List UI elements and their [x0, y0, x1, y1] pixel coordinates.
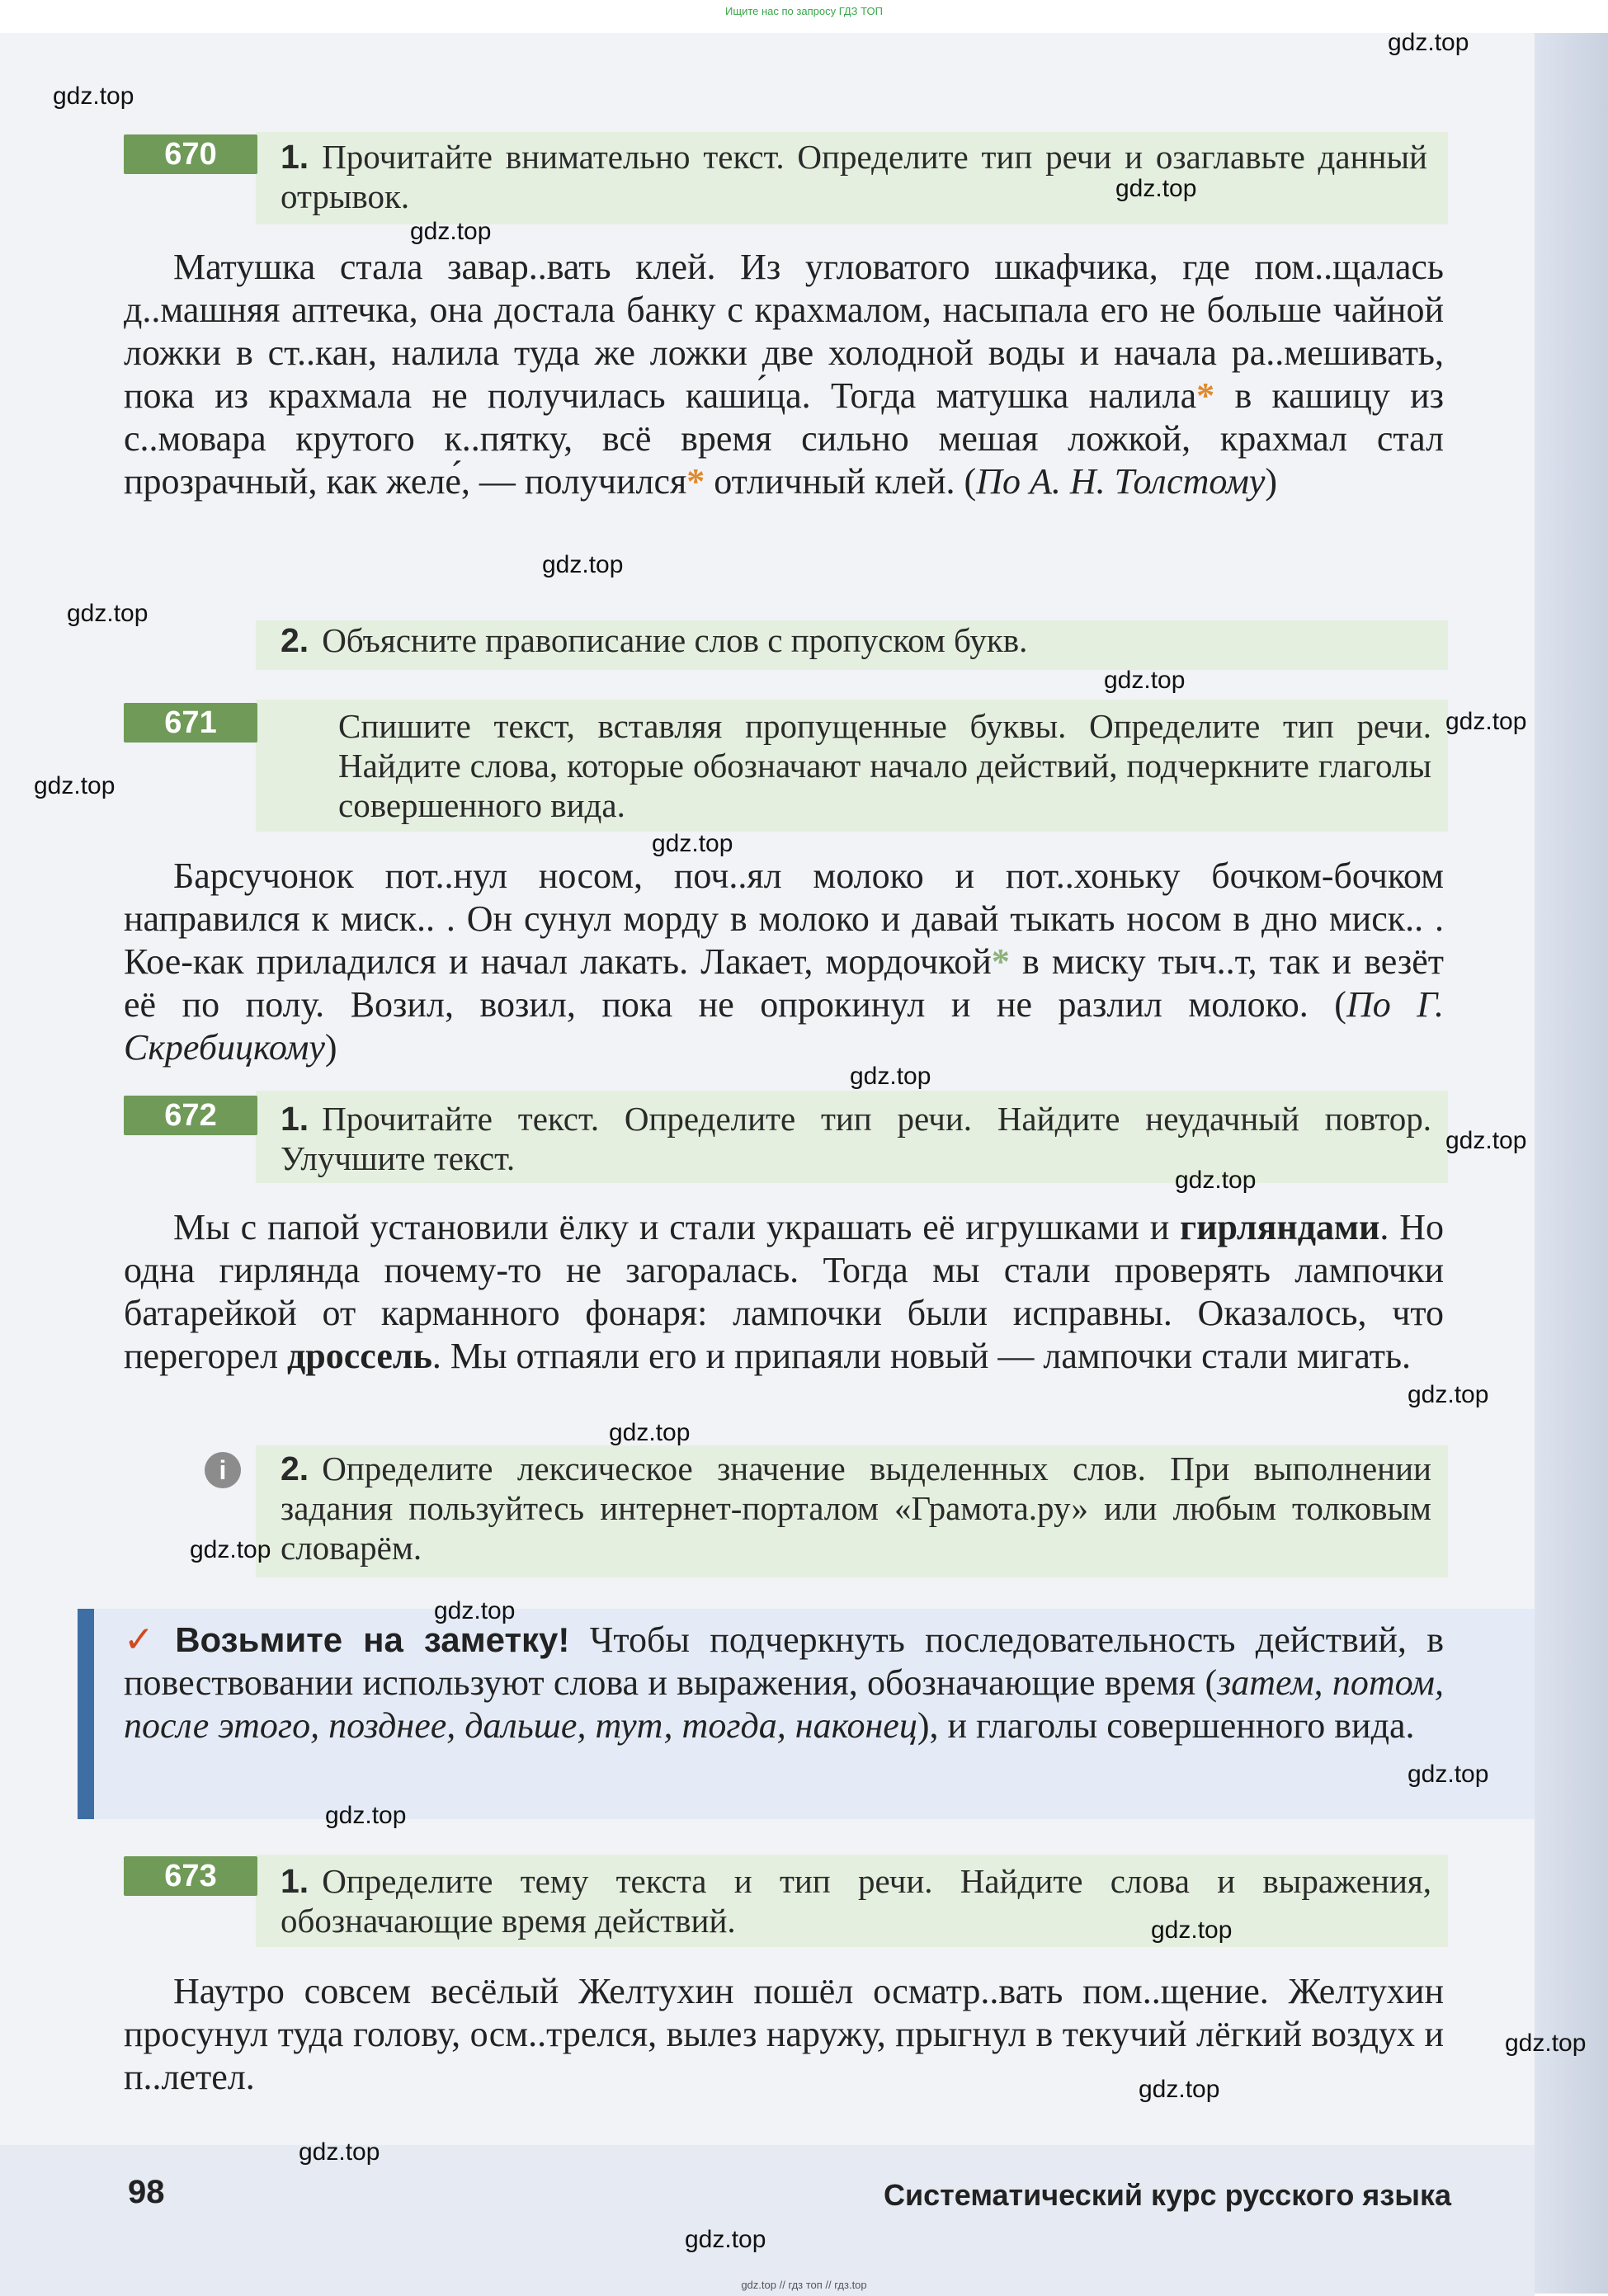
watermark: gdz.top [434, 1597, 516, 1624]
text-part: Мы с папой установили ёлку и стали украшать её игрушками и [173, 1207, 1181, 1247]
text-part: в кашицу из с..мовара крутого к..пятку, всё время сильно мешая ложкой, крахмал стал прозрачный, как желе́, — получился [124, 375, 1444, 502]
exercise-text-670 [124, 246, 1444, 503]
watermark: gdz.top [1139, 2076, 1220, 2103]
note-examples: затем, потом, после этого, позднее, дальше, тут, тогда, наконец [124, 1662, 1444, 1746]
watermark: gdz.top [1104, 667, 1186, 694]
note-part: ), и глаголы совершенного вида. [917, 1705, 1415, 1746]
highlighted-word: дроссель [287, 1336, 432, 1376]
watermark: gdz.top [299, 2138, 380, 2166]
text-part: в миску тыч..т, так и везёт её по полу. Возил, возил, пока не опрокинул и не разлил молоко. ( [124, 941, 1444, 1025]
task-670-2 [281, 620, 1427, 660]
task-671 [338, 706, 1431, 825]
check-icon: ✓ [124, 1619, 166, 1661]
watermark: gdz.top [67, 600, 149, 627]
task-text: Прочитайте текст. Определите тип речи. Найдите неудачный повтор. Улучшите текст. [281, 1100, 1431, 1177]
note-text [124, 1619, 1444, 1747]
exercise-number-672: 672 [124, 1096, 257, 1135]
watermark: gdz.top [1445, 1127, 1527, 1154]
text-part: Наутро совсем весёлый Желтухин пошёл осматр..вать пом..щение. Желтухин просунул туда голову, осм..трелся, вылез наружу, прыгнул в текучий лёгкий воздух и п..летел. [124, 1971, 1444, 2097]
watermark: gdz.top [1388, 29, 1469, 56]
exercise-text-672 [124, 1206, 1444, 1378]
text-part: ) [1265, 461, 1278, 502]
watermark: gdz.top [685, 2226, 766, 2253]
star-icon: * [991, 941, 1010, 982]
watermark: gdz.top [1115, 175, 1197, 202]
watermark: gdz.top [34, 772, 116, 799]
task-text: Спишите текст, вставляя пропущенные буквы. Определите тип речи. Найдите слова, которые обозначают начало действий, подчеркните глаголы совершенного вида. [338, 707, 1431, 824]
task-text: Прочитайте внимательно текст. Определите тип речи и озаглавьте данный отрывок. [281, 138, 1427, 215]
watermark: gdz.top [325, 1802, 407, 1829]
star-icon: * [686, 461, 705, 502]
task-text: Определите лексическое значение выделенных слов. При выполнении задания пользуйтесь интернет-порталом «Грамота.ру» или любым толковым словарём. [281, 1450, 1431, 1567]
footer-band [0, 2145, 1535, 2296]
task-text: Определите тему текста и тип речи. Найдите слова и выражения, обозначающие время действий. [281, 1862, 1431, 1940]
watermark: gdz.top [1175, 1167, 1257, 1194]
star-icon: * [1196, 375, 1215, 416]
exercise-number-673: 673 [124, 1856, 257, 1896]
bottom-hint: gdz.top // гдз топ // гдз.top [741, 2279, 867, 2291]
exercise-number-671: 671 [124, 703, 257, 743]
task-673-1 [281, 1861, 1431, 1940]
watermark: gdz.top [1408, 1381, 1489, 1408]
note-part: Чтобы подчеркнуть последовательность действий, в повествовании используют слова и выражения, обозначающие время ( [124, 1619, 1445, 1703]
watermark: gdz.top [652, 830, 733, 857]
source-author: По А. Н. Толстому [976, 461, 1266, 502]
watermark: gdz.top [53, 83, 134, 110]
note-accent-bar [78, 1609, 94, 1819]
text-part: . Но одна гирлянда почему-то не загоралась. Тогда мы стали проверять лампочки батарейкой от карманного фонаря: лампочки были исправны. Оказалось, что перегорел [124, 1207, 1445, 1376]
info-icon: i [205, 1452, 241, 1488]
text-part: Барсучонок пот..нул носом, поч..ял молоко и пот..хоньку бочком-бочком направился к миск.. . Он сунул морду в молоко и давай тыкать носом в дно миск.. . Кое-как приладился и начал лакать. Лакает, мордочкой [124, 856, 1444, 982]
page-edge [1535, 33, 1608, 2294]
exercise-number-670: 670 [124, 134, 257, 174]
watermark: gdz.top [542, 551, 624, 578]
watermark: gdz.top [850, 1063, 931, 1090]
watermark: gdz.top [609, 1419, 691, 1446]
watermark: gdz.top [190, 1536, 271, 1563]
note-heading: Возьмите на заметку! [175, 1620, 570, 1659]
task-number: 1. [281, 1100, 309, 1138]
watermark: gdz.top [1445, 708, 1527, 735]
exercise-text-671 [124, 855, 1444, 1069]
text-part: Матушка стала завар..вать клей. Из угловатого шкафчика, где пом..щалась д..машняя аптечка, она достала банку с крахмалом, насыпала его не больше чайной ложки в ст..кан, налила туда же ложки две холодной воды и начала ра..мешивать, пока из крахмала не получилась каши́ца. Тогда матушка налила [124, 247, 1444, 416]
text-part: . Мы отпаяли его и припаяли новый — лампочки стали мигать. [431, 1336, 1412, 1376]
watermark: gdz.top [410, 218, 492, 245]
task-number: 2. [281, 1450, 309, 1487]
highlighted-word: гирляндами [1180, 1207, 1380, 1247]
text-part: ) [324, 1027, 337, 1068]
exercise-text-673 [124, 1970, 1444, 2099]
watermark: gdz.top [1505, 2030, 1587, 2057]
book-title: Систематический курс русского языка [883, 2178, 1451, 2212]
task-672-2 [281, 1449, 1431, 1568]
task-number: 2. [281, 621, 309, 659]
task-670-1 [281, 137, 1427, 216]
task-number: 1. [281, 138, 309, 176]
watermark: gdz.top [1408, 1761, 1489, 1788]
watermark: gdz.top [1151, 1916, 1233, 1944]
source-author: По Г. Скребицкому [124, 984, 1444, 1068]
text-part: отличный клей. ( [705, 461, 977, 502]
task-number: 1. [281, 1862, 309, 1900]
task-672-1 [281, 1099, 1431, 1178]
page-number: 98 [128, 2174, 165, 2210]
task-text: Объясните правописание слов с пропуском букв. [322, 621, 1028, 659]
top-hint: Ищите нас по запросу ГДЗ ТОП [725, 5, 883, 17]
